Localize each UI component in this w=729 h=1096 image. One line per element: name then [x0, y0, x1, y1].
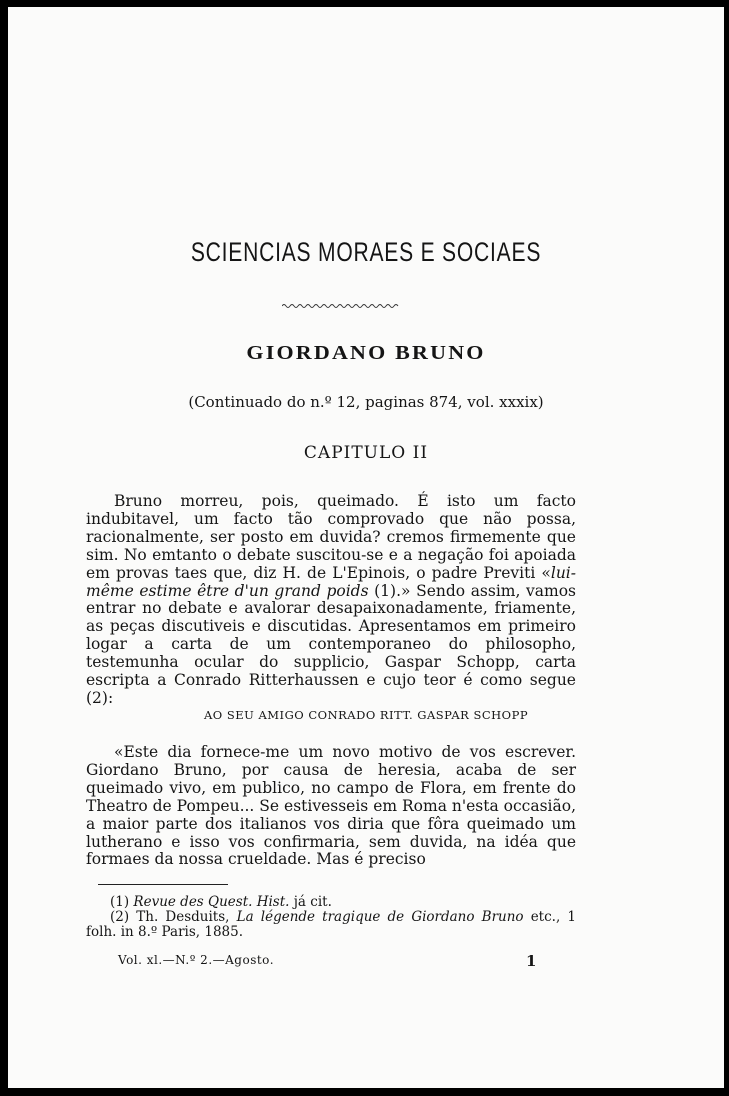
paragraph-1 [86, 493, 576, 708]
letter-heading: AO SEU AMIGO CONRADO RITT. GASPAR SCHOPP [203, 708, 529, 722]
footnotes [86, 895, 576, 939]
article-title: GIORDANO BRUNO [246, 342, 486, 364]
printer-signature: Vol. xl.—N.º 2.—Agosto. [118, 953, 275, 967]
paragraph-1-text-b: (1).» Sendo assim, vamos entrar no debate e avalorar desapaixonadamente, friamente, as peças discutiveis e discutidas. Apresentamos em primeiro logar a carta de um contemporaneo do philosopho, testemunha ocular do supplicio, Gaspar Schopp, carta escripta a Conrado Ritterhaussen e cujo teor é como segue (2): [86, 581, 576, 707]
footnote-2-num: (2) [110, 908, 130, 925]
section-heading: SCIENCIAS MORAES E SOCIAES [190, 237, 542, 267]
footnote-1-num: (1) [110, 894, 130, 910]
footnote-2-title: La légende tragique de Giordano Bruno [236, 908, 524, 925]
paragraph-2: «Este dia fornece-me um novo motivo de vos escrever. Giordano Bruno, por causa de heresia, acaba de ser queimado vivo, em publico, no campo de Flora, em frente do Theatro de Pompeu... Se estivesseis em Roma n'esta occasião, a maior parte dos italianos vos diria que fôra queimado um lutherano e isso vos confirmaria, sem duvida, na idéa que formaes da nossa crueldade. Mas é preciso [86, 743, 576, 869]
continued-note: (Continuado do n.º 12, paginas 874, vol. xxxix) [188, 393, 544, 411]
footnote-rule [98, 884, 228, 885]
chapter-heading: CAPITULO II [303, 443, 429, 463]
footnote-2-pre: Th. Desduits, [136, 908, 237, 925]
footnote-1 [86, 895, 576, 910]
book-page [8, 7, 724, 1088]
paragraph-1-quote: lui-même estime être d'un grand poids [86, 563, 576, 600]
footnote-2-rest: etc., 1 folh. in 8.º Paris, 1885. [86, 908, 576, 940]
footnote-1-title: Revue des Quest. Hist. [133, 894, 290, 910]
wavy-divider [282, 303, 400, 309]
footnote-2 [86, 910, 576, 940]
page-number: 1 [526, 952, 537, 970]
paragraph-1-text-a: Bruno morreu, pois, queimado. É isto um facto indubitavel, um facto tão comprovado que não possa, racionalmente, ser posto em duvida? cremos firmemente que sim. No emtanto o debate suscitou-se e a negação foi apoiada em provas taes que, diz H. de L'Epinois, o padre Previti « [86, 492, 576, 582]
footnote-1-rest: já cit. [289, 894, 332, 910]
